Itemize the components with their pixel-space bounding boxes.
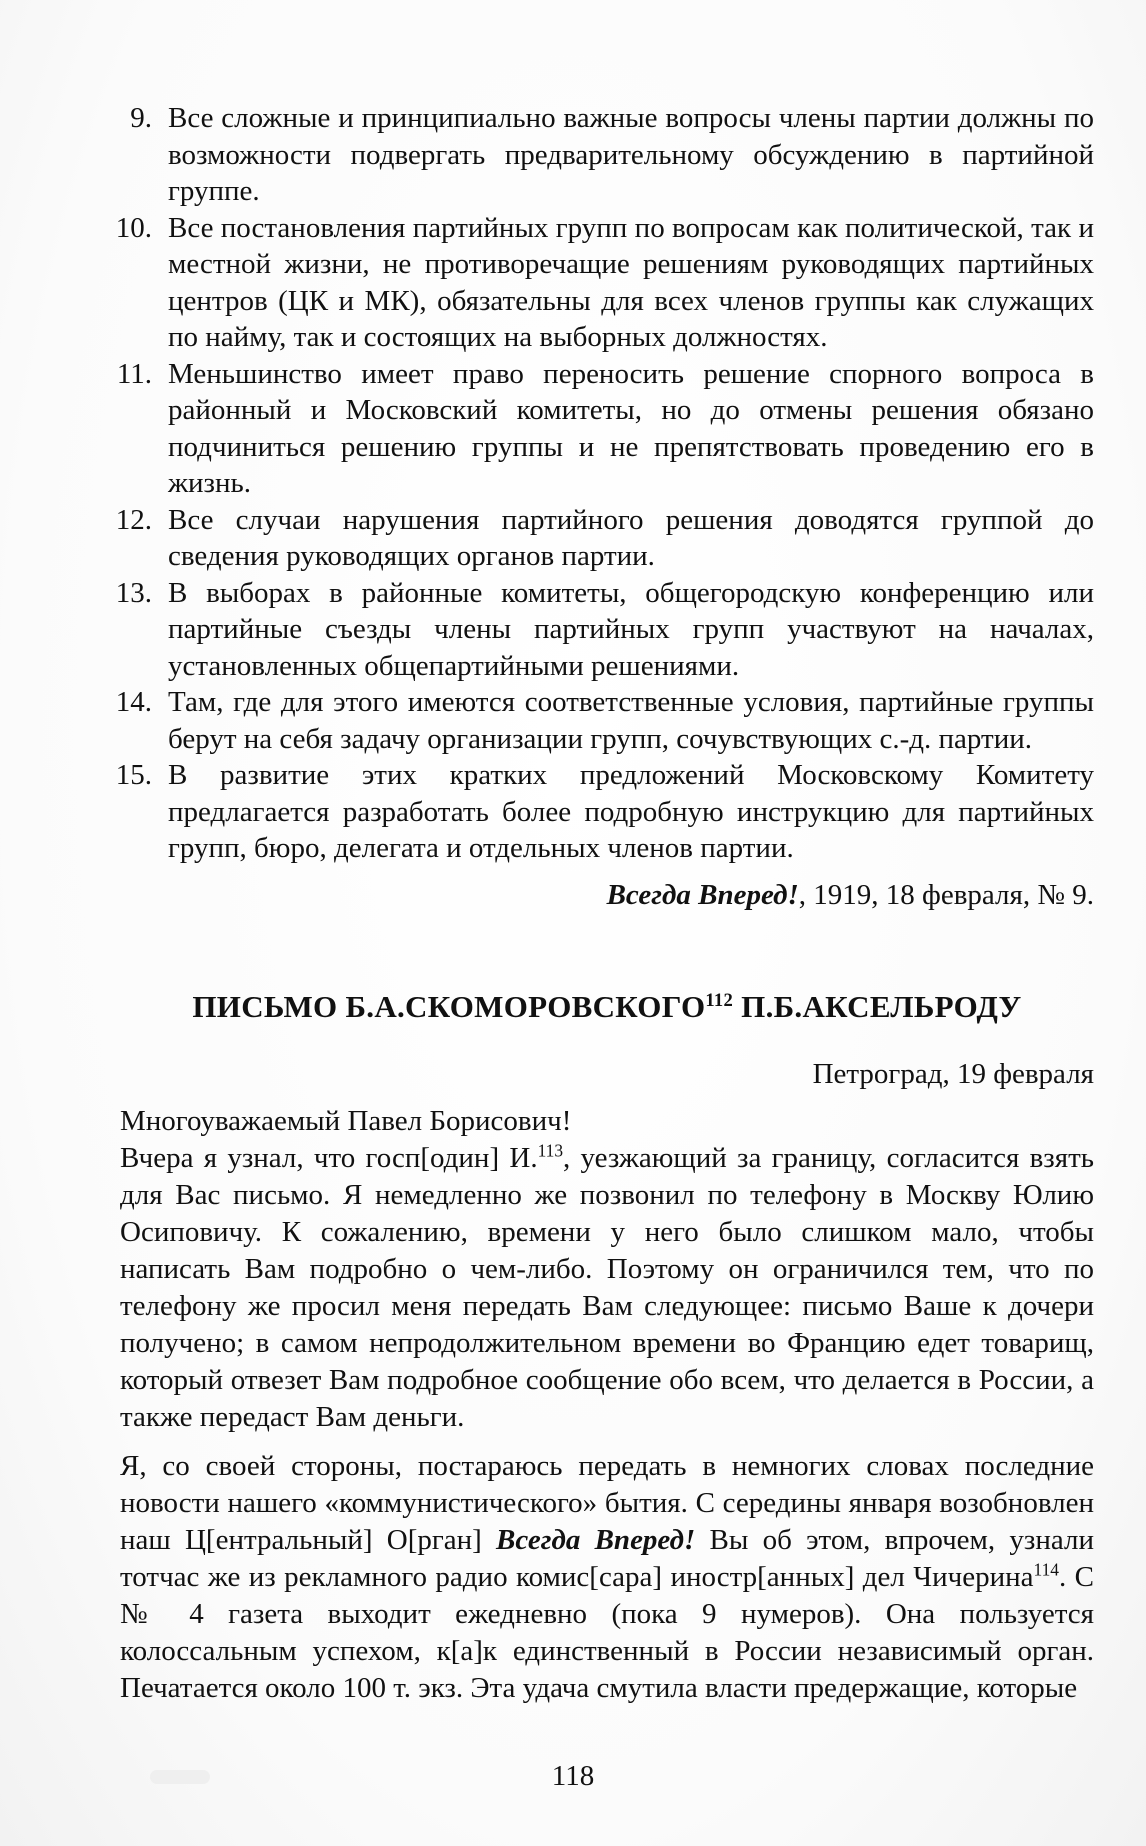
page-number: 118 xyxy=(551,1760,595,1792)
letter-greeting: Многоуважаемый Павел Борисович! xyxy=(120,1104,572,1137)
paragraph-text: Я, со своей стороны, постараюсь передать в немногих словах последние новости нашего «коммунистического» бытия. С середины января возобновлен наш Ц[ентральный] О[рган] xyxy=(120,1449,1094,1556)
item-text: Все случаи нарушения партийного решения доводятся группой до сведения руководящих органов партии. xyxy=(168,503,1094,572)
footnote-ref-114: 114 xyxy=(1033,1559,1059,1580)
source-citation xyxy=(120,877,1094,914)
item-number: 12. xyxy=(115,503,152,536)
item-number: 11. xyxy=(116,357,152,390)
letter-paragraph-1 xyxy=(120,1140,1094,1436)
letter-paragraph-2 xyxy=(120,1448,1094,1707)
item-text: Все сложные и принципиально важные вопросы члены партии должны по возможности подвергать предварительному обсуждению в партийной группе. xyxy=(168,102,1094,207)
footnote-ref-112: 112 xyxy=(705,989,734,1011)
numbered-list xyxy=(115,100,1094,867)
item-number: 15. xyxy=(115,759,152,791)
heading-part-2: П.Б.АКСЕЛЬРОДУ xyxy=(733,988,1022,1024)
list-item xyxy=(115,502,1094,575)
item-text: Все постановления партийных групп по вопросам как политической, так и местной жизни, не противоречащие решениям руководящих партийных центров (ЦК и МК), обязательны для всех членов группы как служащих по найму, так и состоящих на выборных должностях. xyxy=(168,211,1094,353)
item-number: 9. xyxy=(130,102,152,134)
list-item xyxy=(115,757,1094,867)
item-text: В развитие этих кратких предложений Московскому Комитету предлагается разработать более подробную инструкцию для партийных групп, бюро, делегата и отдельных членов партии. xyxy=(168,759,1094,864)
source-title: Всегда Вперед! xyxy=(606,878,799,911)
item-number: 13. xyxy=(115,576,152,609)
paragraph-text: , уезжающий за границу, согласится взять для Вас письмо. Я немедленно же позвонил по телефону в Москву Юлию Осиповичу. К сожалению, времени у него было слишком мало, чтобы написать Вам подробно о чем-либо. Поэтому он ограничился тем, что по телефону же просил меня передать Вам следующее: письмо Ваше к дочери получено; в самом непродолжительном времени во Францию едет товарищ, который отвезет Вам подробное сообщение обо всем, что делается в России, а также передаст Вам деньги. xyxy=(120,1141,1094,1433)
source-details: , 1919, 18 февраля, № 9. xyxy=(798,878,1094,911)
item-text: Меньшинство имеет право переносить решение спорного вопроса в районный и Московский комитеты, но до отмены решения обязано подчиниться решению группы и не препятствовать проведению его в жизнь. xyxy=(168,357,1094,499)
paragraph-text: . С № 4 газета выходит ежедневно (пока 9 нумеров). Она пользуется колоссальным успехом, к[а]к единственный в России независимый орган. Печатается около 100 т. экз. Эта удача смутила власти предержащие, которые xyxy=(120,1560,1094,1704)
list-item xyxy=(115,575,1094,685)
list-item xyxy=(116,356,1094,502)
paragraph-text: Вчера я узнал, что госп[один] И. xyxy=(120,1141,538,1174)
item-text: Там, где для этого имеются соответственные условия, партийные группы берут на себя задачу организации групп, сочувствующих с.-д. партии. xyxy=(168,686,1094,755)
letter-dateline: Петроград, 19 февраля xyxy=(812,1057,1094,1090)
item-text: В выборах в районные комитеты, общегородскую конференцию или партийные съезды члены партийных групп участвуют на началах, установленных общепартийными решениями. xyxy=(168,576,1094,682)
section-heading xyxy=(120,988,1094,1026)
list-item xyxy=(115,210,1094,356)
list-item xyxy=(120,100,1094,210)
item-number: 14. xyxy=(115,686,152,718)
heading-part-1: ПИСЬМО Б.А.СКОМОРОВСКОГО xyxy=(192,988,706,1024)
item-number: 10. xyxy=(115,211,152,244)
paragraph-text: Вы об этом, впрочем, узнали тотчас же из рекламного радио комис[сара] иностр[анных] дел Чичерина xyxy=(120,1523,1094,1593)
footnote-ref-113: 113 xyxy=(537,1140,564,1161)
newspaper-title: Всегда Вперед! xyxy=(496,1523,696,1556)
list-item xyxy=(115,684,1094,757)
